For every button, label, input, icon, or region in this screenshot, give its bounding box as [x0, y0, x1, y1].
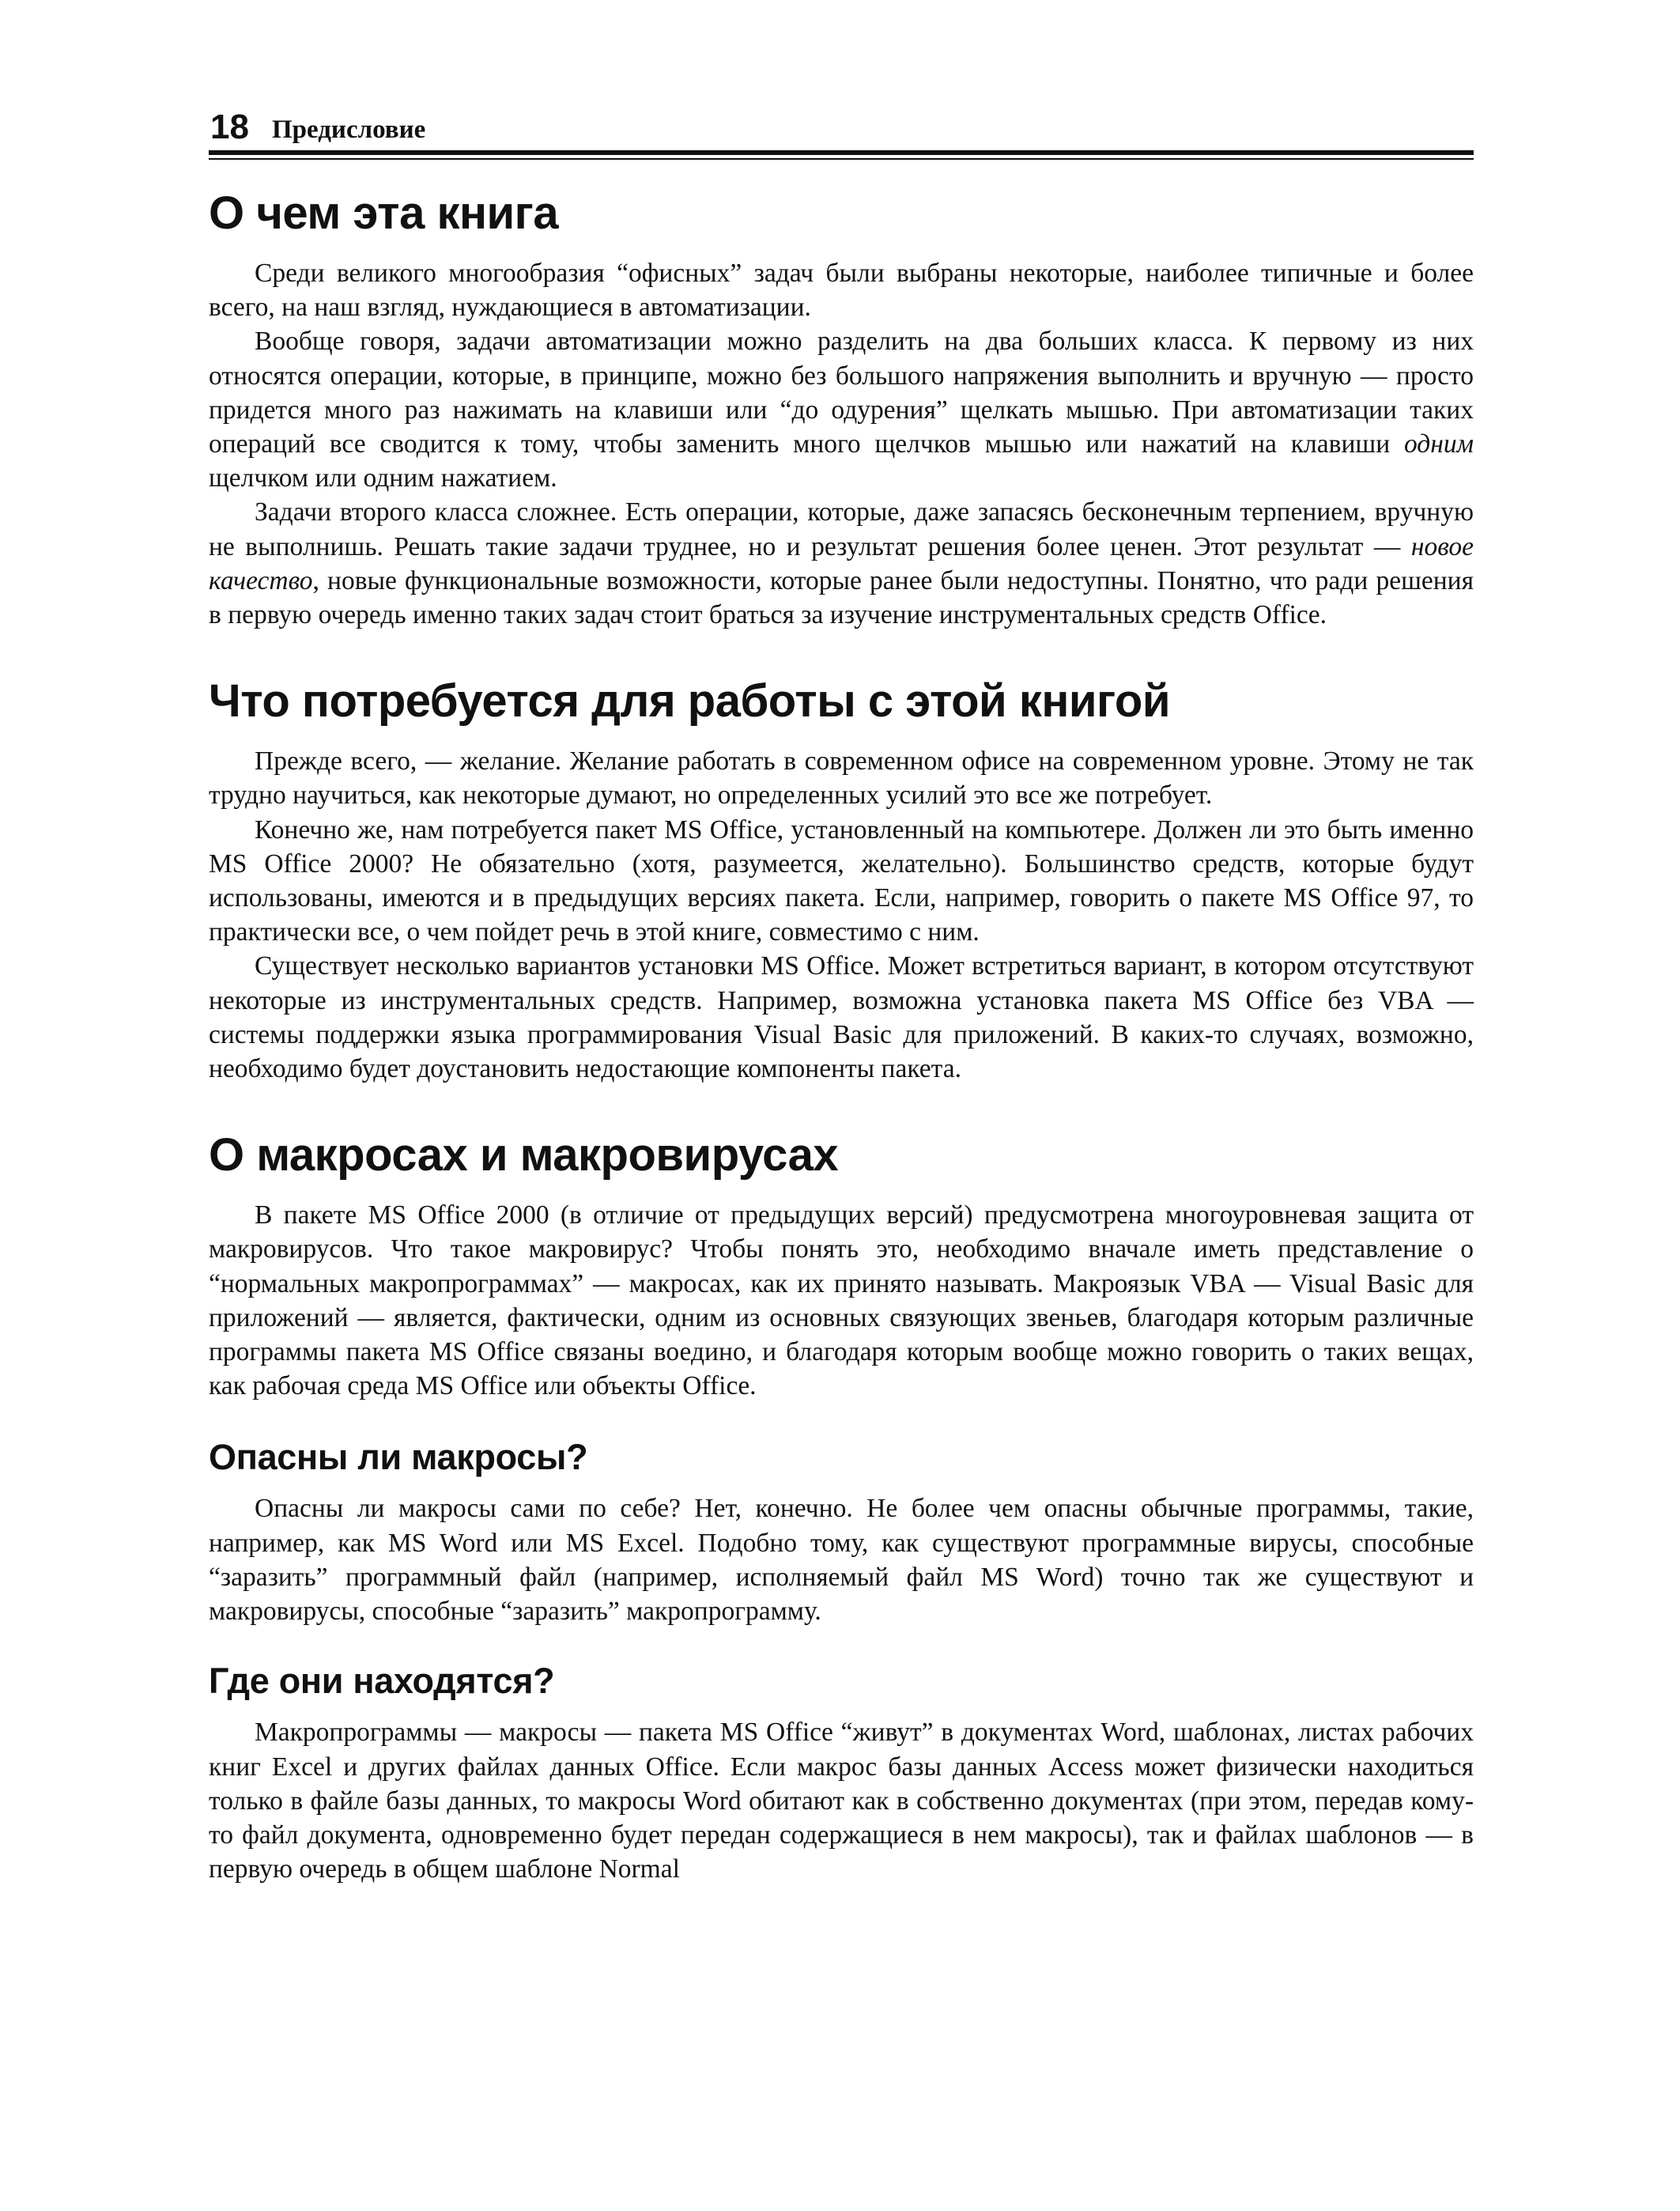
- paragraph: Опасны ли макросы сами по себе? Нет, конечно. Не более чем опасны обычные программы, такие, например, как MS Word или MS Excel. Подобно тому, как существуют программные вирусы, способные “заразить” программный файл (например, исполняемый файл MS Word) точно так же существуют и макровирусы, способные “заразить” макропрограмму.: [209, 1494, 1474, 1627]
- section-requirements: [209, 673, 1474, 1086]
- section-title-macros: О макросах и макровирусах: [209, 1129, 839, 1181]
- section-about-book: [209, 185, 1474, 632]
- paragraph: Конечно же, нам потребуется пакет MS Office, установленный на компьютере. Должен ли это быть именно MS Office 2000? Не обязательно (хотя, разумеется, желательно). Большинство средств, которые будут использованы, имеются и в предыдущих версиях пакета. Если, например, говорить о пакете MS Office 97, то практически все, о чем пойдет речь в этой книге, совместимо с ним.: [209, 814, 1474, 947]
- section-title-about: О чем эта книга: [209, 187, 559, 239]
- paragraph: [209, 324, 1474, 495]
- paragraph: Прежде всего, — желание. Желание работать в современном офисе на современном уровне. Этому не так трудно научиться, как некоторые думают, но определенных усилий это все же потребует.: [209, 746, 1474, 811]
- section-title-requirements: Что потребуется для работы с этой книгой: [209, 675, 1171, 728]
- paragraph-text: щелчком или одним нажатием.: [209, 463, 557, 493]
- emphasis-text: новое качество: [209, 531, 1474, 595]
- page-content: [209, 185, 1474, 1886]
- subsection-macros-danger: [209, 1434, 1474, 1628]
- paragraph: Среди великого многообразия “офисных” задач были выбраны некоторые, наиболее типичные и более всего, на наш взгляд, нуждающиеся в автоматизации.: [209, 259, 1474, 323]
- paragraph: Существует несколько вариантов установки MS Office. Может встретиться вариант, в котором отсутствуют некоторые из инструментальных средств. Например, возможна установка пакета MS Office без VBA — системы поддержки языка программирования Visual Basic для приложений. В каких-то случаях, возможно, необходимо будет доустановить недостающие компоненты пакета.: [209, 951, 1474, 1084]
- running-title: Предисловие: [272, 115, 426, 144]
- subsection-macros-location: [209, 1658, 1474, 1886]
- paragraph: В пакете MS Office 2000 (в отличие от предыдущих версий) предусмотрена многоуровневая защита от макровирусов. Что такое макровирус? Чтобы понять это, необходимо вначале иметь представление о “нормальных макропрограммах” — макросах, как их принято называть. Макроязык VBA — Visual Basic для приложений — является, фактически, одним из основных связующих звеньев, благодаря которым различные программы пакета MS Office связаны воедино, и благодаря которым вообще можно говорить о таких вещах, как рабочая среда MS Office или объекты Office.: [209, 1200, 1474, 1401]
- paragraph-text: Задачи второго класса сложнее. Есть операции, которые, даже запасясь бесконечным терпением, вручную не выполнишь. Решать такие задачи труднее, но и результат решения более ценен. Этот результат —: [209, 497, 1474, 561]
- section-macros: [209, 1127, 1474, 1403]
- page-number: 18: [210, 108, 249, 146]
- paragraph-text: Вообще говоря, задачи автоматизации можно разделить на два больших класса. К первому из них относятся операции, которые, в принципе, можно без большого напряжения выполнить и вручную — просто придется много раз нажимать на клавиши или “до одурения” щелкать мышью. При автоматизации таких операций все сводится к тому, чтобы заменить много щелчков мышью или нажатий на клавиши: [209, 327, 1474, 459]
- paragraph: Макропрограммы — макросы — пакета MS Office “живут” в документах Word, шаблонах, листах рабочих книг Excel и других файлах данных Office. Если макрос базы данных Access может физически находиться только в файле базы данных, то макросы Word обитают как в собственно документах (при этом, передав кому-то файл документа, одновременно будет передан содержащиеся в нем макросы), так и файлах шаблонов — в первую очередь в общем шаблоне Normal: [209, 1718, 1474, 1884]
- header-rule-thick: [209, 150, 1474, 155]
- subsection-title-danger: Опасны ли макросы?: [209, 1437, 588, 1478]
- paragraph: [209, 495, 1474, 632]
- emphasis-text: одним: [1403, 429, 1474, 459]
- subsection-title-location: Где они находятся?: [209, 1661, 555, 1702]
- header-rule-thin: [209, 158, 1474, 160]
- paragraph-text: , новые функциональные возможности, которые ранее были недоступны. Понятно, что ради решения в первую очередь именно таких задач стоит браться за изучение инструментальных средств Office.: [209, 565, 1474, 630]
- running-header: [210, 108, 1475, 155]
